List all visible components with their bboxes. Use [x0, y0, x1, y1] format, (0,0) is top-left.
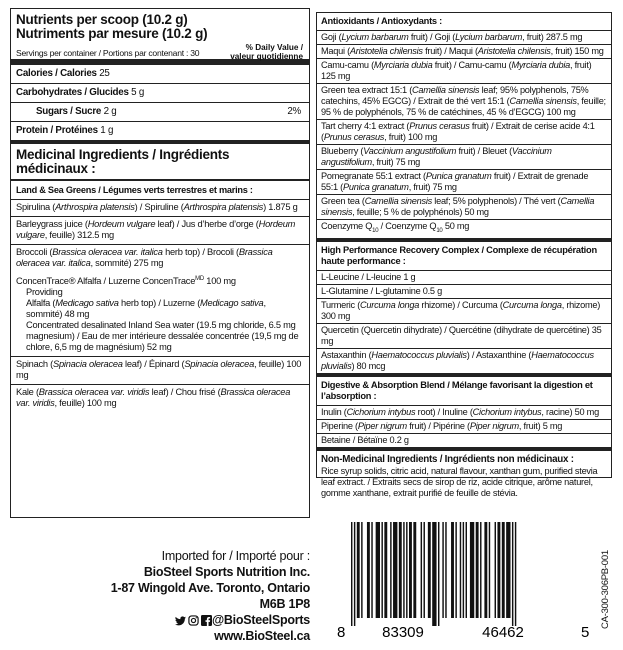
barcode-bar	[403, 522, 404, 618]
recovery-row-part-e: , rhizome) 300 mg	[321, 299, 601, 321]
recovery-row-part-e: ) 80 mcg	[351, 360, 386, 371]
ingredient-row	[11, 200, 309, 217]
coq-b: / Coenzyme Q	[378, 221, 437, 231]
barcode-bar	[399, 522, 402, 618]
barcode-bar	[367, 522, 370, 618]
antioxidant-row-part-a: Camu-camu (	[321, 60, 374, 70]
twitter-icon	[175, 616, 186, 626]
alfalfa-row	[11, 272, 309, 357]
digestive-row-part-b: Piper nigrum	[357, 420, 407, 431]
antioxidant-row-part-c: leaf; 5% polyphenols) / Thé vert (	[431, 196, 561, 206]
ingredient-row-part-c: leaf) / Chou frisé (	[149, 387, 221, 398]
recovery-row-part-d: Haematococcus pluvialis	[321, 349, 594, 371]
antioxidant-row-part-e: , fruit) 287.5 mg	[522, 32, 583, 42]
sugars-row	[11, 103, 309, 122]
antioxidant-row	[317, 31, 611, 45]
antioxidant-row-part-b: Camellia sinensis	[412, 85, 480, 95]
importer-address: 1-87 Wingold Ave. Toronto, Ontario M6B 1P8	[110, 581, 310, 611]
digestive-row-part-a: Inulin (	[321, 406, 347, 417]
antioxidant-row-part-b: Punica granatum	[425, 171, 492, 181]
barcode-bar	[470, 522, 474, 618]
ingredient-row-part-d: Arthrospira platensis	[183, 202, 264, 212]
digestive-row-part-c: root) / Inuline (	[415, 406, 473, 417]
protein-row	[11, 122, 309, 144]
recovery-row	[317, 299, 611, 324]
recovery-row-part-c: rhizome) / Curcuma (	[419, 299, 503, 310]
antioxidant-row-part-b: Camellia sinensis	[364, 196, 432, 206]
barcode-bar	[351, 522, 352, 626]
sugars-label: Sugars / Sucre	[36, 106, 102, 117]
antioxidants-title: Antioxidants / Antioxydants :	[317, 13, 611, 31]
barcode-bar	[455, 522, 456, 618]
catalog-code: CA-300-306PB-001	[600, 550, 611, 630]
barcode-bar	[502, 522, 505, 618]
ingredient-row-part-a: Barleygrass juice (	[16, 219, 88, 229]
barcode-digits-left: 83309	[382, 624, 424, 640]
barcode-bar	[393, 522, 397, 618]
protein-label: Protein / Protéines	[16, 125, 98, 136]
barcode-bar	[409, 522, 412, 618]
calories-row	[11, 65, 309, 84]
antioxidant-row-part-e: , feuille; 95 % de polyphénols, 75 % de catéchines, 45 % d’EGCG) 100 mg	[321, 96, 606, 117]
barcode-bar	[428, 522, 431, 618]
antioxidant-row-part-e: , fruit) 150 mg	[550, 46, 604, 56]
antioxidant-row	[317, 145, 611, 170]
ingredient-row-part-c: leaf) / Jus d’herbe d’orge (	[155, 219, 259, 229]
barcode-bars	[351, 522, 516, 626]
barcode-bar	[357, 522, 360, 618]
ingredient-row	[11, 245, 309, 272]
antioxidant-row-part-a: Blueberry (	[321, 146, 364, 156]
recovery-row	[317, 285, 611, 299]
coq-sub2: 10	[436, 227, 443, 234]
antioxidant-row-part-c: leaf; 95% polyphenols, 75% catechins, 45% EGCG) / Extrait de thé vert 15:1 (	[321, 85, 589, 106]
antioxidant-row	[317, 45, 611, 59]
antioxidant-row-part-d: Punica granatum	[343, 182, 409, 192]
antioxidant-row-part-d: Vaccinium angustifolium	[321, 146, 552, 167]
ingredient-row-part-a: Spirulina (	[16, 202, 56, 212]
barcode-bar	[515, 522, 516, 626]
barcode-bar	[390, 522, 391, 618]
sugars-value: 2 g	[103, 106, 117, 117]
ingredient-row-part-b: Brassica oleracea var. italica	[52, 247, 163, 257]
digestive-row	[317, 406, 611, 420]
barcode-bar	[442, 522, 443, 618]
calories-label: Calories / Calories	[16, 68, 97, 79]
ingredient-row-part-a: Kale (	[16, 387, 39, 398]
barcode-bar	[495, 522, 496, 618]
antioxidant-row-part-b: Prunus cerasus	[409, 121, 470, 131]
digestive-row-part-c: fruit) / Pipérine (	[406, 420, 470, 431]
ingredient-row-part-e: , feuille) 100 mg	[16, 359, 302, 381]
ingredient-row	[11, 217, 309, 245]
digestive-row	[317, 434, 611, 451]
medicinal-title	[11, 144, 309, 181]
alfalfa-amount: 100 mg	[203, 276, 236, 287]
antioxidant-row-part-c: fruit) / Camu-camu (	[432, 60, 512, 70]
ingredient-row-part-d: Brassica oleracea var. italica	[16, 247, 273, 268]
antioxidant-row-part-e: , fruit) 75 mg	[371, 157, 420, 167]
ingredient-row	[11, 357, 309, 385]
barcode-bar	[413, 522, 416, 618]
ingredient-row-part-b: Hordeum vulgare	[87, 219, 156, 229]
medicinal-title-line2: médicinaux :	[16, 161, 96, 176]
digestive-row-part-d: Piper nigrum	[469, 420, 519, 431]
ingredient-row-part-c: leaf) / Épinard (	[122, 359, 185, 370]
barcode-bar	[432, 522, 436, 626]
antioxidant-row-part-d: Prunus cerasus	[323, 132, 385, 142]
daily-value-header	[230, 43, 303, 61]
ingredient-row-part-b: Spinacia oleracea	[53, 359, 123, 370]
digestive-row-part-a: Piperine (	[321, 420, 358, 431]
barcode-bar	[381, 522, 382, 618]
nutrition-title	[11, 9, 309, 41]
alfalfa-sub-e: , sommité) 48 mg	[26, 298, 266, 320]
antioxidant-row-part-d: Aristotelia chilensis	[477, 46, 551, 56]
title-en: Nutrients per scoop (10.2 g)	[16, 12, 188, 27]
barcode-bar	[460, 522, 461, 618]
antioxidant-row-part-c: fruit) / Bleuet (	[456, 146, 512, 156]
barcode-digit-last: 5	[581, 624, 590, 640]
recovery-row	[317, 349, 611, 377]
digestive-row-part-b: Cichorium intybus	[346, 406, 416, 417]
antioxidant-row	[317, 195, 611, 220]
antioxidant-row-part-b: Myrciaria dubia	[373, 60, 433, 70]
antioxidant-row-part-b: Aristotelia chilensis	[349, 46, 423, 56]
antioxidant-row-part-c: fruit) / Maqui (	[422, 46, 478, 56]
digestive-row-part-a: Betaine / Bétaïne 0.2 g	[321, 434, 409, 445]
recovery-row-part-a: Astaxanthin (	[321, 349, 372, 360]
dv-line2: valeur quotidienne	[230, 52, 303, 61]
recovery-title: High Performance Recovery Complex / Complexe de récupération haute performance :	[317, 242, 611, 271]
antioxidant-row-part-d: Camellia sinensis	[509, 96, 577, 106]
ingredient-row-part-e: , feuille) 312.5 mg	[44, 230, 114, 240]
carbs-row	[11, 84, 309, 103]
recovery-row-part-a: Quercetin (Quercetin dihydrate) / Quercétine (dihydrate de quercétine) 35 mg	[321, 324, 602, 346]
water-sub: Concentrated desalinated Inland Sea water (19.5 mg chloride, 6.5 mg magnesium) / Eau de mer intérieure dessalée concentrée (19,5 mg de chlore, 6,5 mg de magnésium) 52 mg	[26, 320, 299, 353]
barcode-bar	[406, 522, 407, 618]
barcode-digit-first: 8	[337, 624, 346, 640]
digestive-title: Digestive & Absorption Blend / Mélange favorisant la digestion et l’absorption :	[317, 377, 611, 406]
ingredient-row-part-a: Spinach (	[16, 359, 54, 370]
ingredients-panel	[316, 12, 612, 498]
antioxidant-row-part-a: Maqui (	[321, 46, 350, 56]
antioxidant-row-part-e: , feuille; 5 % de polyphénols) 50 mg	[352, 207, 489, 217]
dv-line1: % Daily Value /	[245, 43, 303, 52]
calories-value: 25	[99, 68, 110, 79]
servings-row	[11, 41, 309, 65]
digestive-row-part-e: , racine) 50 mg	[541, 406, 599, 417]
barcode-bar	[512, 522, 513, 626]
importer-company: BioSteel Sports Nutrition Inc.	[143, 565, 310, 579]
antioxidant-row	[317, 59, 611, 84]
carbs-value: 5 g	[131, 87, 145, 98]
recovery-row-part-a: Turmeric (	[321, 299, 361, 310]
coq-sub: 10	[372, 227, 379, 234]
barcode-bar	[438, 522, 439, 626]
barcode-bar	[484, 522, 487, 618]
alfalfa-line	[16, 274, 304, 287]
antioxidant-row-part-b: Lycium barbarum	[341, 32, 409, 42]
alfalfa-sub-d: Medicago sativa	[200, 298, 264, 309]
ingredient-row-part-d: Hordeum vulgare	[16, 219, 296, 240]
upc-barcode	[333, 520, 593, 640]
barcode-digits-right: 46462	[482, 624, 524, 640]
barcode-bar	[384, 522, 387, 618]
antioxidant-row-part-c: fruit) / Goji (	[408, 32, 456, 42]
recovery-row	[317, 271, 611, 285]
antioxidant-row-part-e: , fruit) 75 mg	[408, 182, 457, 192]
importer-block	[100, 548, 310, 644]
antioxidant-row-part-b: Vaccinium angustifolium	[363, 146, 457, 156]
antioxidant-row	[317, 170, 611, 195]
facebook-icon	[201, 615, 212, 626]
barcode-bar	[476, 522, 479, 618]
antioxidant-row-part-a: Green tea (	[321, 196, 365, 206]
antioxidant-row-part-a: Tart cherry 4:1 extract (	[321, 121, 410, 131]
antioxidant-row	[317, 84, 611, 120]
alfalfa-sub-c: herb top) / Luzerne (	[118, 298, 201, 309]
ingredient-row-part-b: Brassica oleracea var. viridis	[38, 387, 150, 398]
alfalfa-sub-b: Medicago sativa	[55, 298, 119, 309]
antioxidant-row-part-a: Green tea extract 15:1 (	[321, 85, 413, 95]
protein-value: 1 g	[100, 125, 114, 136]
antioxidant-row-part-a: Pomegranate 55:1 extract (	[321, 171, 426, 181]
recovery-row-part-b: Curcuma longa	[360, 299, 420, 310]
alfalfa-label: ConcenTrace® Alfalfa / Luzerne ConcenTrace	[16, 276, 196, 287]
coq-a: Coenzyme Q	[321, 221, 373, 231]
barcode-bar	[361, 522, 362, 618]
nonmedicinal-text: Rice syrup solids, citric acid, natural flavour, xanthan gum, purified stevia leaf extract. / Extraits secs de sirop de riz, acide citrique, arôme naturel, gomme xanthane, extrait purifié de feuille de stévia.	[321, 465, 598, 498]
barcode-bar	[497, 522, 500, 618]
instagram-icon	[188, 615, 199, 626]
ingredient-row-part-e: ) 1.875 g	[263, 202, 298, 212]
nutrition-facts-panel	[10, 8, 310, 518]
antioxidant-row-part-a: Goji (	[321, 32, 342, 42]
alfalfa-sup: MD	[195, 276, 204, 282]
barcode-bar	[424, 522, 425, 618]
barcode-bar	[463, 522, 464, 618]
barcode-bar	[480, 522, 481, 618]
barcode-bar	[371, 522, 372, 618]
recovery-row-part-c: ) / Astaxanthine (	[466, 349, 532, 360]
antioxidant-row-part-d: Myrciaria dubia	[511, 60, 570, 70]
title-fr: Nutriments par mesure (10.2 g)	[16, 26, 208, 41]
alfalfa-sub-a: Alfalfa (	[26, 298, 56, 309]
antioxidant-row-part-d: Lycium barbarum	[455, 32, 523, 42]
ingredient-row-part-c: ) / Spiruline (	[134, 202, 184, 212]
social-icons	[175, 615, 212, 626]
digestive-row	[317, 420, 611, 434]
servings-text: Servings per container / Portions par contenant : 30	[16, 48, 200, 58]
recovery-row-part-a: L-Leucine / L-leucine 1 g	[321, 271, 416, 282]
barcode-bar	[354, 522, 355, 626]
barcode-bar	[466, 522, 467, 618]
antioxidant-row-part-e: , fruit) 100 mg	[384, 132, 438, 142]
digestive-row-part-e: , fruit) 5 mg	[518, 420, 563, 431]
barcode-bar	[451, 522, 454, 618]
ingredient-row-part-d: Spinacia oleracea	[184, 359, 255, 370]
barcode-bar	[376, 522, 380, 618]
importer-label: Imported for / Importé pour :	[161, 549, 310, 563]
medicinal-title-line1: Medicinal Ingredients / Ingrédients	[16, 147, 230, 162]
barcode-bar	[445, 522, 446, 618]
antioxidant-row-part-c: fruit) / Extrait de grenade 55:1 (	[321, 171, 589, 192]
recovery-row-part-d: Curcuma longa	[502, 299, 562, 310]
carbs-label: Carbohydrates / Glucides	[16, 87, 129, 98]
barcode-bar	[421, 522, 422, 618]
ingredient-row-part-e: , feuille) 100 mg	[54, 398, 117, 409]
ingredient-row-part-a: Broccoli (	[16, 247, 53, 257]
nonmedicinal-title: Non-Medicinal Ingredients / Ingrédients non médicinaux :	[321, 453, 574, 465]
barcode-bar	[489, 522, 490, 618]
antioxidant-row-part-c: fruit) / Extrait de cerise acide 4:1 (	[321, 121, 595, 142]
coenzyme-row	[317, 220, 611, 242]
ingredient-row	[11, 385, 309, 412]
providing-label: Providing	[26, 287, 63, 298]
digestive-row-part-d: Cichorium intybus	[472, 406, 542, 417]
recovery-row-part-a: L-Glutamine / L-glutamine 0.5 g	[321, 285, 442, 296]
recovery-row-part-b: Haematococcus pluvialis	[371, 349, 467, 360]
sugars-pct: 2%	[287, 106, 301, 117]
ingredient-row-part-c: herb top) / Brocoli (	[162, 247, 239, 257]
coq-c: 50 mg	[442, 221, 470, 231]
antioxidant-row-part-d: Camellia sinensis	[321, 196, 595, 217]
recovery-row	[317, 324, 611, 349]
ingredient-row-part-e: , sommité) 275 mg	[90, 258, 164, 268]
antioxidant-row	[317, 120, 611, 145]
social-row	[100, 612, 310, 628]
ingredient-row-part-b: Arthrospira platensis	[55, 202, 135, 212]
barcode-bar	[506, 522, 510, 618]
alfalfa-sub	[16, 298, 304, 320]
antioxidant-row-part-e: , fruit) 125 mg	[321, 60, 592, 81]
website-url: www.BioSteel.ca	[214, 629, 310, 643]
social-handle: @BioSteelSports	[211, 613, 310, 627]
ingredient-row-part-d: Brassica oleracea var. viridis	[16, 387, 291, 409]
land-sea-section: Land & Sea Greens / Légumes verts terrestres et marins :	[11, 181, 309, 200]
